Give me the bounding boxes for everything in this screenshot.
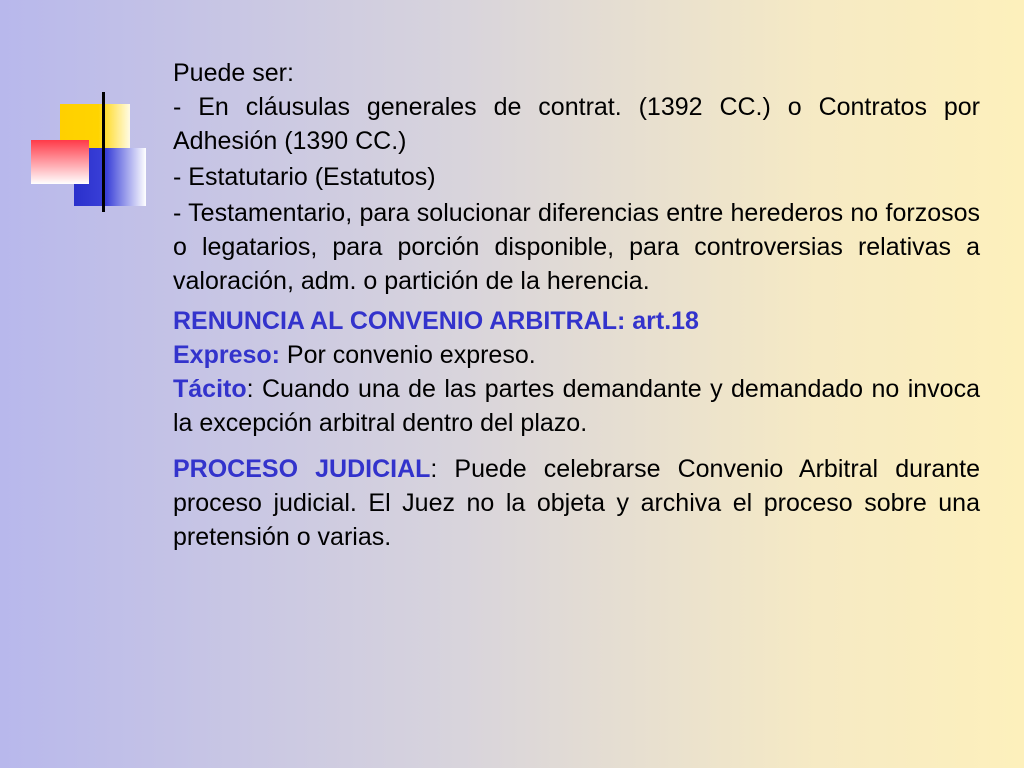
proceso-label: PROCESO JUDICIAL [173,455,431,483]
intro-text: Puede ser: [173,59,294,87]
expreso-label: Expreso: [173,341,280,369]
tacito-label: Tácito [173,375,247,403]
expreso-paragraph [173,338,980,372]
renuncia-heading: RENUNCIA AL CONVENIO ARBITRAL: art.18 [173,307,699,335]
red-square [31,140,89,184]
vertical-line [102,92,105,212]
expreso-text: Por convenio expreso. [279,341,536,369]
tacito-text: : Cuando una de las partes demandante y demandado no invoca la excepción arbitral dentro del plazo. [173,375,980,437]
slide-content [173,56,980,554]
tacito-paragraph [173,372,980,440]
decorative-squares-logo [28,92,150,216]
proceso-text: : Puede celebrarse Convenio Arbitral durante proceso judicial. El Juez no la objeta y archiva el proceso sobre una pretensión o varias. [173,455,980,551]
list-item-clausulas: - En cláusulas generales de contrat. (1392 CC.) o Contratos por Adhesión (1390 CC.) [173,93,980,155]
proceso-paragraph [173,452,980,554]
list-item-estatutario: - Estatutario (Estatutos) [173,163,436,191]
list-item-testamentario: - Testamentario, para solucionar diferencias entre herederos no forzosos o legatarios, para porción disponible, para controversias relativas a valoración, adm. o partición de la herencia. [173,199,980,295]
